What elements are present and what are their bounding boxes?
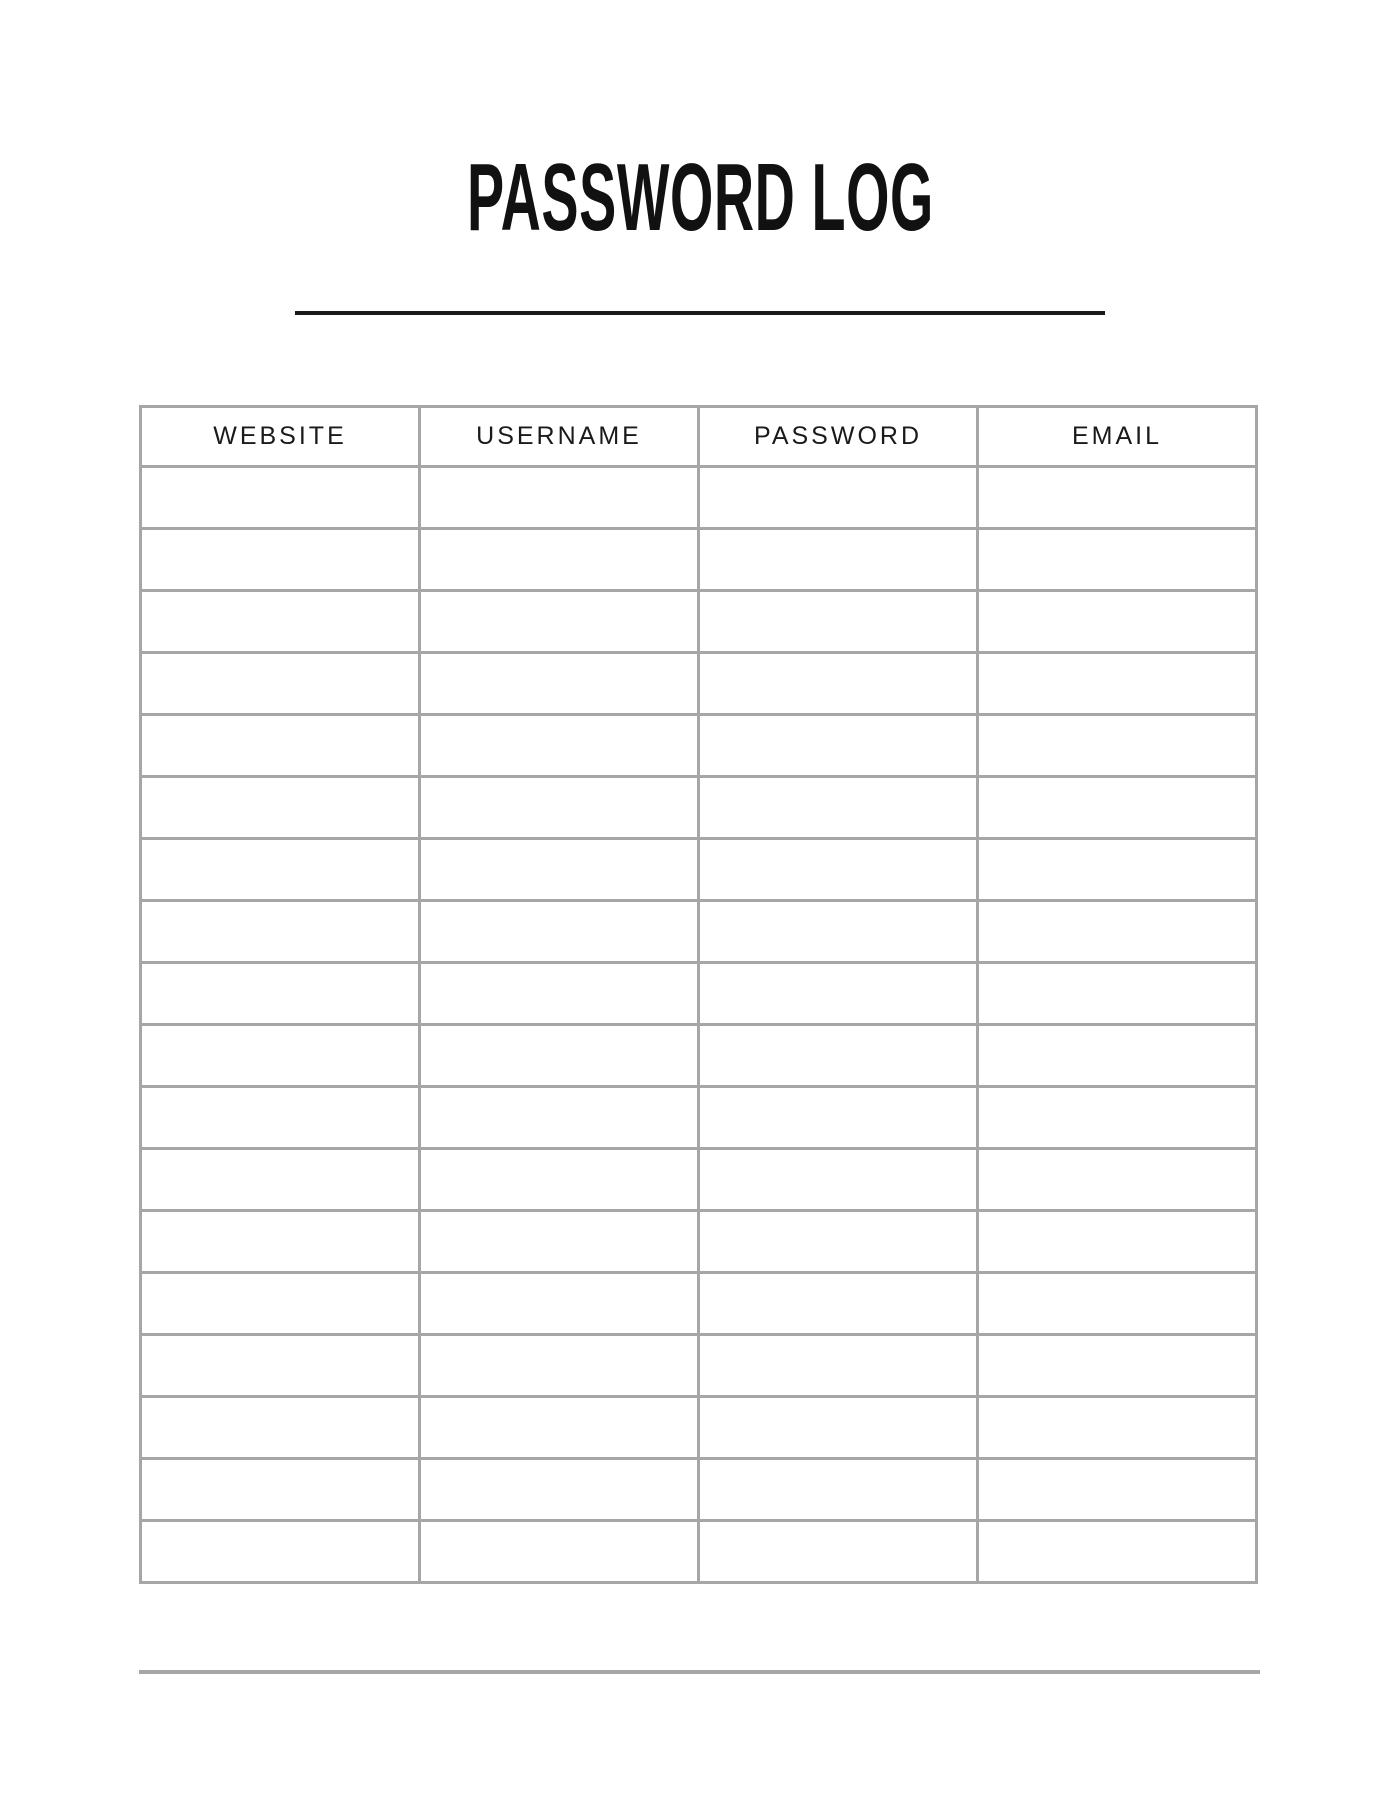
table-cell-username[interactable]	[420, 901, 699, 963]
footer-rule	[139, 1670, 1260, 1674]
table-cell-password[interactable]	[699, 591, 978, 653]
table-row	[141, 653, 1257, 715]
table-cell-website[interactable]	[141, 777, 420, 839]
table-cell-password[interactable]	[699, 839, 978, 901]
table-cell-email[interactable]	[978, 1397, 1257, 1459]
table-row	[141, 1025, 1257, 1087]
table-cell-username[interactable]	[420, 715, 699, 777]
table-cell-username[interactable]	[420, 1273, 699, 1335]
table-cell-username[interactable]	[420, 1521, 699, 1583]
table-cell-website[interactable]	[141, 1025, 420, 1087]
table-cell-website[interactable]	[141, 591, 420, 653]
table-cell-username[interactable]	[420, 1397, 699, 1459]
table-cell-email[interactable]	[978, 653, 1257, 715]
table-cell-website[interactable]	[141, 467, 420, 529]
table-cell-password[interactable]	[699, 1335, 978, 1397]
table-cell-password[interactable]	[699, 1087, 978, 1149]
table-row	[141, 1397, 1257, 1459]
table-header-row	[141, 407, 1257, 467]
table-row	[141, 1335, 1257, 1397]
table-cell-email[interactable]	[978, 777, 1257, 839]
table-row	[141, 901, 1257, 963]
table-row	[141, 591, 1257, 653]
table-cell-website[interactable]	[141, 529, 420, 591]
table-cell-email[interactable]	[978, 963, 1257, 1025]
table-cell-username[interactable]	[420, 963, 699, 1025]
table-cell-username[interactable]	[420, 591, 699, 653]
table-row	[141, 777, 1257, 839]
table-row	[141, 1273, 1257, 1335]
title-underline	[295, 311, 1105, 315]
table-row	[141, 1149, 1257, 1211]
column-header-password: PASSWORD	[699, 407, 978, 467]
table-row	[141, 963, 1257, 1025]
table-cell-password[interactable]	[699, 963, 978, 1025]
table-cell-email[interactable]	[978, 1211, 1257, 1273]
table-cell-password[interactable]	[699, 1397, 978, 1459]
table-cell-username[interactable]	[420, 839, 699, 901]
table-cell-password[interactable]	[699, 1025, 978, 1087]
table-row	[141, 1521, 1257, 1583]
table-cell-password[interactable]	[699, 1459, 978, 1521]
table-cell-username[interactable]	[420, 653, 699, 715]
page-title	[0, 138, 1400, 258]
table-cell-email[interactable]	[978, 591, 1257, 653]
table-cell-password[interactable]	[699, 529, 978, 591]
table-cell-email[interactable]	[978, 1459, 1257, 1521]
column-header-website: WEBSITE	[141, 407, 420, 467]
table-cell-website[interactable]	[141, 1087, 420, 1149]
table-cell-password[interactable]	[699, 715, 978, 777]
table-cell-password[interactable]	[699, 901, 978, 963]
table-cell-email[interactable]	[978, 715, 1257, 777]
table-cell-website[interactable]	[141, 1273, 420, 1335]
password-log-table	[139, 405, 1258, 1584]
table-cell-username[interactable]	[420, 1459, 699, 1521]
table-cell-website[interactable]	[141, 1211, 420, 1273]
table-cell-password[interactable]	[699, 1273, 978, 1335]
table-cell-website[interactable]	[141, 1521, 420, 1583]
table-cell-website[interactable]	[141, 839, 420, 901]
table-cell-email[interactable]	[978, 1025, 1257, 1087]
table-cell-username[interactable]	[420, 1211, 699, 1273]
table-cell-password[interactable]	[699, 777, 978, 839]
table-cell-email[interactable]	[978, 839, 1257, 901]
table-row	[141, 1211, 1257, 1273]
table-cell-email[interactable]	[978, 529, 1257, 591]
table-row	[141, 1459, 1257, 1521]
table-cell-password[interactable]	[699, 1521, 978, 1583]
table-cell-email[interactable]	[978, 901, 1257, 963]
page-title-text: PASSWORD LOG	[466, 144, 934, 251]
table-cell-password[interactable]	[699, 653, 978, 715]
table-cell-username[interactable]	[420, 1025, 699, 1087]
table-cell-password[interactable]	[699, 467, 978, 529]
table-cell-username[interactable]	[420, 777, 699, 839]
table-cell-website[interactable]	[141, 715, 420, 777]
table-row	[141, 839, 1257, 901]
table-cell-website[interactable]	[141, 1459, 420, 1521]
table-cell-email[interactable]	[978, 1273, 1257, 1335]
table-row	[141, 715, 1257, 777]
table-cell-website[interactable]	[141, 1397, 420, 1459]
table-cell-email[interactable]	[978, 1087, 1257, 1149]
table-cell-username[interactable]	[420, 529, 699, 591]
table-cell-website[interactable]	[141, 963, 420, 1025]
table-cell-email[interactable]	[978, 1521, 1257, 1583]
table-cell-username[interactable]	[420, 1087, 699, 1149]
table-cell-website[interactable]	[141, 901, 420, 963]
table-cell-email[interactable]	[978, 467, 1257, 529]
table-cell-password[interactable]	[699, 1211, 978, 1273]
column-header-email: EMAIL	[978, 407, 1257, 467]
table-body	[141, 467, 1257, 1583]
table-row	[141, 467, 1257, 529]
table-cell-username[interactable]	[420, 1335, 699, 1397]
table-cell-email[interactable]	[978, 1149, 1257, 1211]
column-header-username: USERNAME	[420, 407, 699, 467]
table-cell-username[interactable]	[420, 1149, 699, 1211]
table-row	[141, 529, 1257, 591]
table-cell-username[interactable]	[420, 467, 699, 529]
table-cell-website[interactable]	[141, 653, 420, 715]
table-cell-website[interactable]	[141, 1335, 420, 1397]
table-cell-password[interactable]	[699, 1149, 978, 1211]
table-cell-email[interactable]	[978, 1335, 1257, 1397]
table-row	[141, 1087, 1257, 1149]
table-cell-website[interactable]	[141, 1149, 420, 1211]
